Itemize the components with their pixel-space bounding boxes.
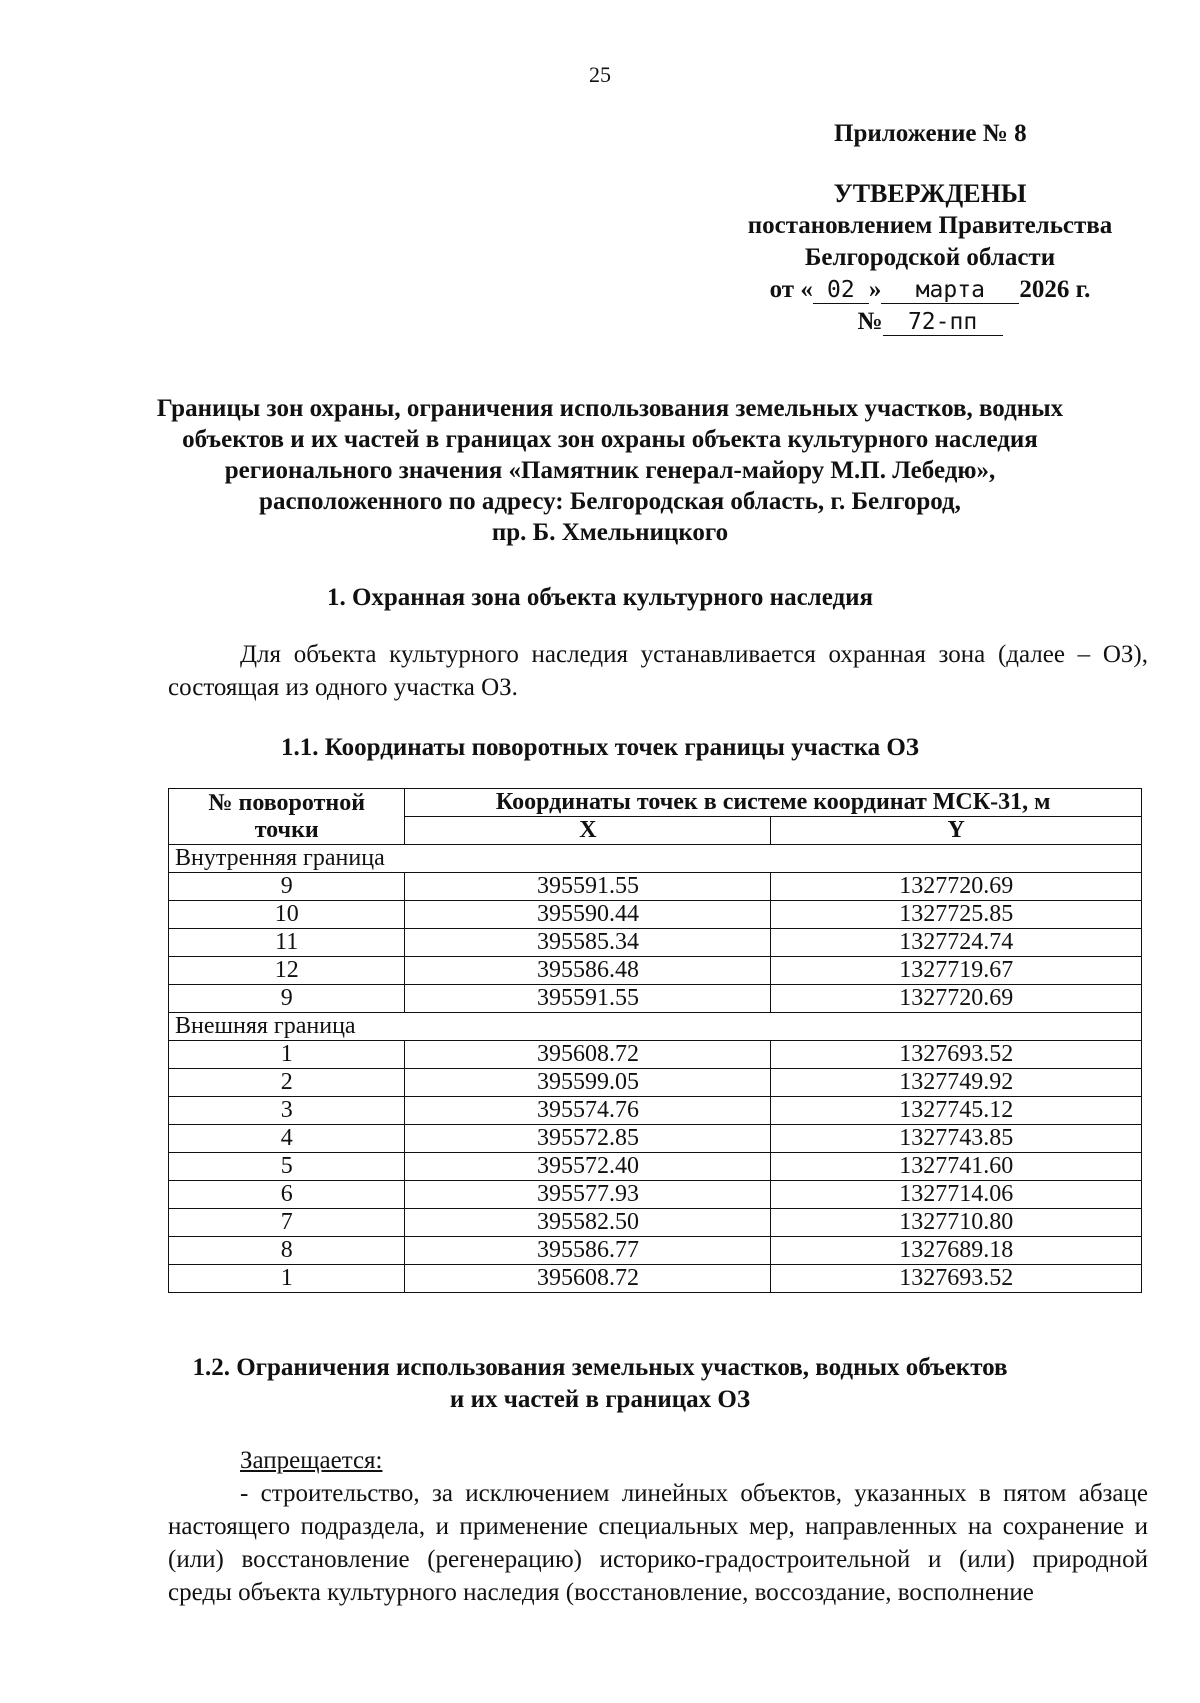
approval-date [700,274,1160,306]
cell-point-number: 6 [169,1181,405,1209]
table-row [169,1069,1142,1097]
cell-y: 1327741.60 [771,1153,1142,1181]
title-line: регионального значения «Памятник генерал-майору М.П. Лебедю», [224,457,996,484]
number-prefix: № [857,308,883,335]
section-1-heading: 1. Охранная зона объекта культурного наследия [326,584,874,611]
table-row [169,1265,1142,1293]
table-row [169,1237,1142,1265]
table-row [169,873,1142,901]
cell-point-number: 1 [169,1041,405,1069]
cell-y: 1327714.06 [771,1181,1142,1209]
date-year: 2026 г. [1019,276,1091,303]
date-day-suffix: » [868,276,882,303]
cell-x: 395585.34 [405,929,771,957]
title-line: пр. Б. Хмельницкого [491,519,729,546]
header-coordinates: Координаты точек в системе координат МСК-31, м [405,789,1142,817]
cell-x: 395586.48 [405,957,771,985]
table-row [169,1097,1142,1125]
cell-x: 395572.85 [405,1125,771,1153]
title-line: объектов и их частей в границах зон охраны объекта культурного наследия [182,426,1038,453]
cell-y: 1327745.12 [771,1097,1142,1125]
cell-x: 395582.50 [405,1209,771,1237]
cell-x: 395586.77 [405,1237,771,1265]
table-row [169,929,1142,957]
coordinates-table [168,788,1142,1293]
cell-y: 1327720.69 [771,873,1142,901]
cell-point-number: 5 [169,1153,405,1181]
approval-heading: УТВЕРЖДЕНЫ [833,179,1027,208]
section-1-2-heading-line-2: и их частей в границах ОЗ [449,1386,751,1413]
cell-x: 395574.76 [405,1097,771,1125]
cell-point-number: 7 [169,1209,405,1237]
cell-point-number: 11 [169,929,405,957]
table-row [169,901,1142,929]
section-1-2-paragraph: - строительство, за исключением линейных объектов, указанных в пятом абзаце настоящего подраздела, и применение специальных мер, направленных на сохранение и (или) восстановление (регенерацию) историко-градостроительной и (или) природной среды объекта культурного наследия (восстановление, воссоздание, восполнение [168,1480,1148,1606]
approval-number [700,306,1160,338]
coordinates-table-body [169,845,1142,1293]
table-row [169,1125,1142,1153]
approval-line-2: Белгородской области [804,244,1056,271]
cell-y: 1327725.85 [771,901,1142,929]
section-1-1-heading: 1.1. Координаты поворотных точек границы участка ОЗ [281,734,919,761]
section-1-paragraph: Для объекта культурного наследия устанавливается охранная зона (далее – ОЗ), состоящая из одного участка ОЗ. [168,641,1148,701]
cell-y: 1327719.67 [771,957,1142,985]
date-month: марта [881,277,1019,304]
date-day: 02 [813,277,869,304]
cell-x: 395591.55 [405,873,771,901]
cell-x: 395590.44 [405,901,771,929]
title-line: Границы зон охраны, ограничения использования земельных участков, водных [156,395,1064,422]
page-number: 25 [589,62,611,87]
group-label: Внутренняя граница [169,845,1142,873]
table-row [169,1209,1142,1237]
cell-x: 395591.55 [405,985,771,1013]
appendix-label: Приложение № 8 [834,120,1027,147]
cell-point-number: 1 [169,1265,405,1293]
cell-x: 395577.93 [405,1181,771,1209]
cell-point-number: 4 [169,1125,405,1153]
cell-y: 1327720.69 [771,985,1142,1013]
cell-point-number: 8 [169,1237,405,1265]
table-row [169,957,1142,985]
number-value: 72-пп [883,309,1003,336]
cell-point-number: 2 [169,1069,405,1097]
cell-y: 1327693.52 [771,1041,1142,1069]
cell-y: 1327689.18 [771,1237,1142,1265]
table-group-row [169,845,1142,873]
prohibited-label [168,1444,1148,1477]
approval-block [700,178,1160,338]
cell-point-number: 9 [169,985,405,1013]
table-row [169,1181,1142,1209]
date-prefix: от « [769,276,813,303]
header-y: Y [771,817,1142,845]
cell-x: 395608.72 [405,1265,771,1293]
document-title [120,393,1100,548]
cell-point-number: 9 [169,873,405,901]
cell-x: 395599.05 [405,1069,771,1097]
prohibited-label-text: Запрещается: [240,1447,383,1474]
cell-x: 395608.72 [405,1041,771,1069]
group-label: Внешняя граница [169,1013,1142,1041]
section-1-2-heading-line-1: 1.2. Ограничения использования земельных участков, водных объектов [192,1354,1008,1381]
cell-y: 1327693.52 [771,1265,1142,1293]
cell-point-number: 12 [169,957,405,985]
table-row [169,1153,1142,1181]
header-x: X [405,817,771,845]
table-row [169,985,1142,1013]
cell-point-number: 10 [169,901,405,929]
cell-y: 1327743.85 [771,1125,1142,1153]
cell-x: 395572.40 [405,1153,771,1181]
header-point-number: № поворотной точки [169,789,405,845]
table-group-row [169,1013,1142,1041]
cell-y: 1327749.92 [771,1069,1142,1097]
cell-y: 1327710.80 [771,1209,1142,1237]
cell-y: 1327724.74 [771,929,1142,957]
cell-point-number: 3 [169,1097,405,1125]
table-row [169,1041,1142,1069]
title-line: расположенного по адресу: Белгородская область, г. Белгород, [259,488,961,515]
approval-line-1: постановлением Правительства [747,212,1113,239]
